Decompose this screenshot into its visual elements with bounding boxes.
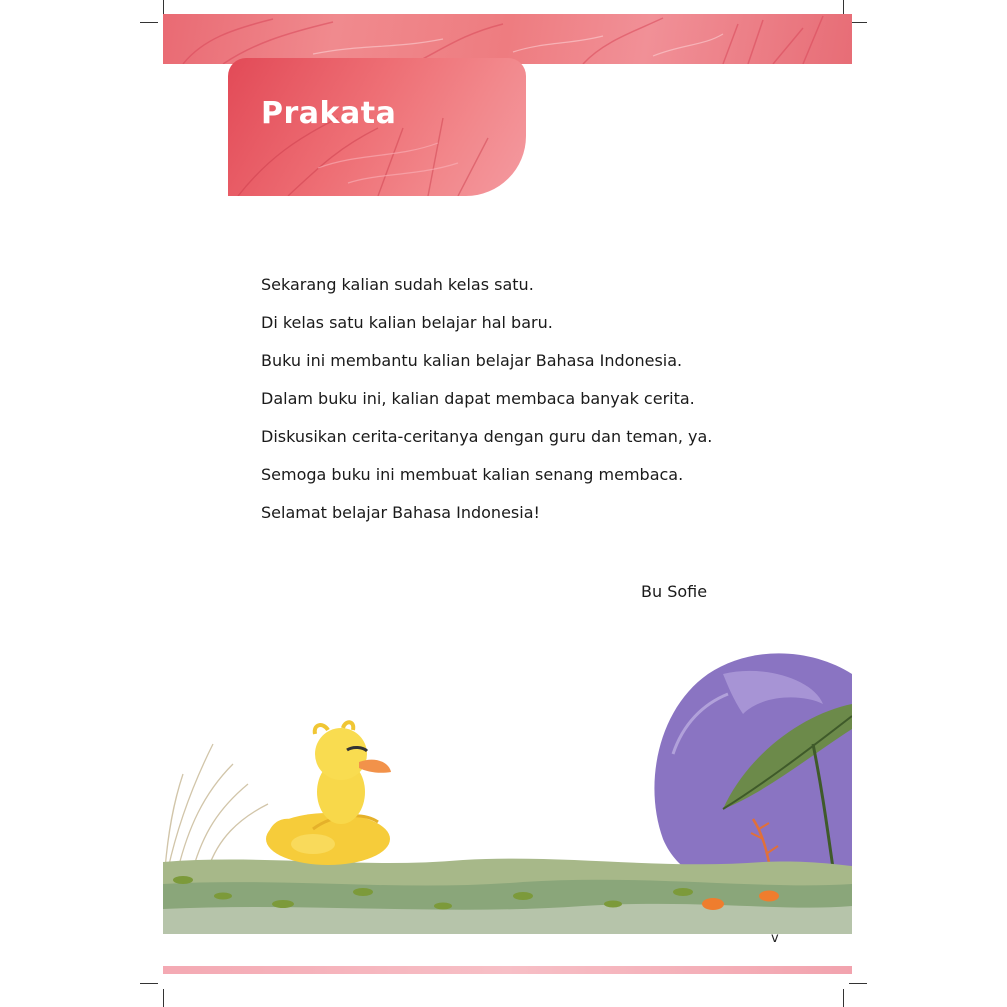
crop-mark bbox=[163, 989, 164, 1007]
crop-mark bbox=[140, 22, 158, 23]
footer-band bbox=[163, 966, 852, 974]
paragraph-line: Dalam buku ini, kalian dapat membaca banyak cerita. bbox=[261, 389, 695, 408]
paragraph-line: Selamat belajar Bahasa Indonesia! bbox=[261, 503, 540, 522]
header-grass-pattern bbox=[163, 14, 852, 64]
paragraph-line: Buku ini membantu kalian belajar Bahasa Indonesia. bbox=[261, 351, 683, 370]
crop-mark bbox=[140, 983, 158, 984]
page-title: Prakata bbox=[261, 96, 397, 131]
duck-pond-illustration bbox=[163, 634, 852, 934]
paragraph-line: Sekarang kalian sudah kelas satu. bbox=[261, 275, 534, 294]
crop-mark bbox=[849, 983, 867, 984]
header-band bbox=[163, 14, 852, 64]
book-page bbox=[163, 14, 852, 974]
paragraph bbox=[261, 274, 821, 540]
paragraph-line: Di kelas satu kalian belajar hal baru. bbox=[261, 313, 553, 332]
paragraph-line: Diskusikan cerita-ceritanya dengan guru dan teman, ya. bbox=[261, 427, 713, 446]
signature: Bu Sofie bbox=[641, 582, 708, 601]
crop-mark bbox=[843, 989, 844, 1007]
paragraph-line: Semoga buku ini membuat kalian senang membaca. bbox=[261, 465, 684, 484]
page-number: v bbox=[771, 931, 779, 946]
title-box bbox=[228, 58, 526, 196]
